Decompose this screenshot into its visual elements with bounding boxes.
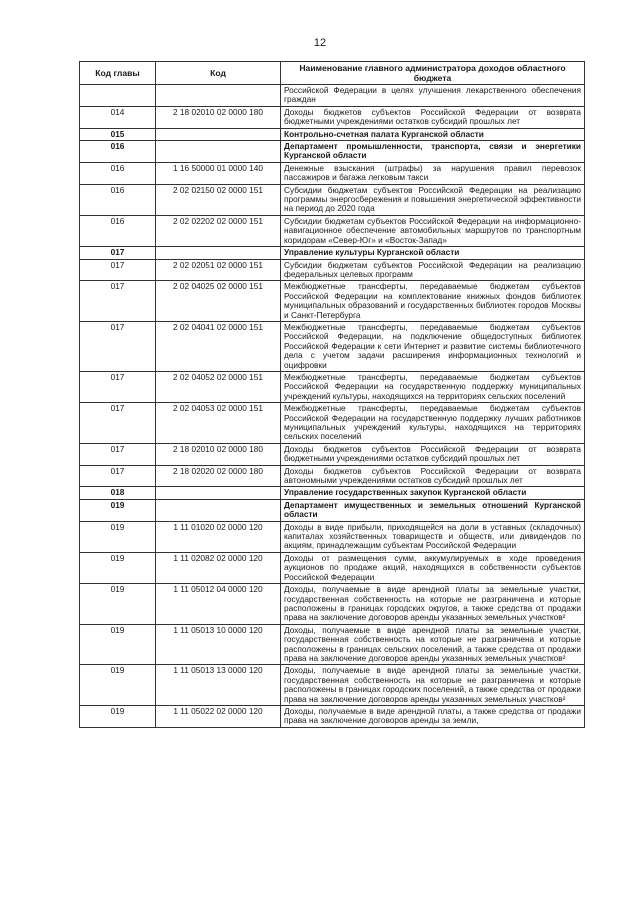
table-row (80, 443, 585, 465)
row-chapter-code: 016 (80, 141, 156, 163)
section-header-row (80, 141, 585, 163)
row-revenue-code: 2 02 02202 02 0000 151 (156, 215, 281, 246)
row-chapter-code: 016 (80, 162, 156, 184)
table-row (80, 184, 585, 215)
row-revenue-code: 1 11 05012 04 0000 120 (156, 584, 281, 625)
table-row (80, 624, 585, 665)
row-name: Межбюджетные трансферты, передаваемые бюджетам субъектов Российской Федерации на комплектование книжных фондов библиотек муниципальных образований и государственных библиотек городов Москвы и Санкт-Петербурга (281, 281, 585, 322)
row-revenue-code: 2 18 02010 02 0000 180 (156, 443, 281, 465)
row-chapter-code: 017 (80, 403, 156, 444)
table-row (80, 521, 585, 552)
row-chapter-code: 019 (80, 624, 156, 665)
row-revenue-code: 2 02 04052 02 0000 151 (156, 371, 281, 402)
row-name: Межбюджетные трансферты, передаваемые бюджетам субъектов Российской Федерации, на подключение общедоступных библиотек Российской Федерации к сети Интернет и развитие системы библиотечного дела с учетом задачи расширения информационных технологий и оцифровки (281, 321, 585, 371)
row-revenue-code (156, 128, 281, 140)
row-chapter-code (80, 85, 156, 107)
row-chapter-code: 019 (80, 705, 156, 727)
row-name: Департамент имущественных и земельных отношений Курганской области (281, 499, 585, 521)
row-chapter-code: 017 (80, 371, 156, 402)
row-revenue-code: 2 02 04041 02 0000 151 (156, 321, 281, 371)
table-row (80, 665, 585, 706)
row-name: Доходы бюджетов субъектов Российской Федерации от возврата бюджетными учреждениями остатков субсидий прошлых лет (281, 106, 585, 128)
column-header-name: Наименование главного администратора доходов областного бюджета (281, 62, 585, 85)
row-name: Субсидии бюджетам субъектов Российской Федерации на информационно-навигационное обеспечение автомобильных маршрутов по транспортным коридорам «Север-Юг» и «Восток-Запад» (281, 215, 585, 246)
row-chapter-code: 016 (80, 184, 156, 215)
row-chapter-code: 019 (80, 499, 156, 521)
row-revenue-code (156, 247, 281, 259)
row-name: Управление государственных закупок Курганской области (281, 487, 585, 499)
row-chapter-code: 017 (80, 443, 156, 465)
table-row (80, 321, 585, 371)
row-chapter-code: 017 (80, 259, 156, 281)
row-name: Денежные взыскания (штрафы) за нарушения правил перевозок пассажиров и багажа легковым такси (281, 162, 585, 184)
row-revenue-code: 2 18 02010 02 0000 180 (156, 106, 281, 128)
table-row (80, 106, 585, 128)
table-row (80, 281, 585, 322)
section-header-row (80, 487, 585, 499)
row-revenue-code: 1 11 01020 02 0000 120 (156, 521, 281, 552)
section-header-row (80, 128, 585, 140)
row-name: Доходы в виде прибыли, приходящейся на доли в уставных (складочных) капиталах хозяйственных товариществ и обществ, или дивидендов по акциям, принадлежащим субъектам Российской Федерации (281, 521, 585, 552)
row-revenue-code (156, 85, 281, 107)
row-name: Доходы от размещения сумм, аккумулируемых в ходе проведения аукционов по продаже акций, находящихся в собственности субъектов Российской Федерации (281, 552, 585, 583)
row-name: Доходы бюджетов субъектов Российской Федерации от возврата автономными учреждениями остатков субсидий прошлых лет (281, 465, 585, 487)
table-row (80, 259, 585, 281)
section-header-row (80, 247, 585, 259)
column-header-code: Код (156, 62, 281, 85)
table-row (80, 162, 585, 184)
row-name: Доходы, получаемые в виде арендной платы, а также средства от продажи права на заключение договоров аренды за земли, (281, 705, 585, 727)
row-chapter-code: 017 (80, 465, 156, 487)
row-name: Управление культуры Курганской области (281, 247, 585, 259)
row-chapter-code: 015 (80, 128, 156, 140)
revenue-administrators-table (79, 61, 585, 728)
row-revenue-code: 2 02 04025 02 0000 151 (156, 281, 281, 322)
row-revenue-code: 2 18 02020 02 0000 180 (156, 465, 281, 487)
row-revenue-code (156, 499, 281, 521)
table-row (80, 371, 585, 402)
row-revenue-code: 1 11 05022 02 0000 120 (156, 705, 281, 727)
row-chapter-code: 017 (80, 321, 156, 371)
row-revenue-code: 2 02 02150 02 0000 151 (156, 184, 281, 215)
row-chapter-code: 017 (80, 247, 156, 259)
row-chapter-code: 019 (80, 521, 156, 552)
row-name: Контрольно-счетная палата Курганской области (281, 128, 585, 140)
row-chapter-code: 017 (80, 281, 156, 322)
row-revenue-code: 2 02 02051 02 0000 151 (156, 259, 281, 281)
row-revenue-code (156, 141, 281, 163)
row-name: Доходы, получаемые в виде арендной платы за земельные участки, государственная собственность на которые не разграничена и которые расположены в границах городских поселений, а также средства от продажи права на заключение договоров аренды указанных земельных участков² (281, 665, 585, 706)
table-row (80, 403, 585, 444)
row-revenue-code: 1 16 50000 01 0000 140 (156, 162, 281, 184)
row-name: Доходы, получаемые в виде арендной платы за земельные участки, государственная собственность на которые не разграничена и которые расположены в границах городских округов, а также средства от продажи права на заключение договоров аренды указанных земельных участков² (281, 584, 585, 625)
table-row (80, 85, 585, 107)
row-chapter-code: 016 (80, 215, 156, 246)
row-revenue-code: 1 11 05013 10 0000 120 (156, 624, 281, 665)
table-body (80, 85, 585, 728)
row-chapter-code: 018 (80, 487, 156, 499)
column-header-chapter: Код главы (80, 62, 156, 85)
row-name: Межбюджетные трансферты, передаваемые бюджетам субъектов Российской Федерации на государственную поддержку муниципальных учреждений культуры, находящихся на территориях сельских поселений (281, 371, 585, 402)
section-header-row (80, 499, 585, 521)
table-header-row (80, 62, 585, 85)
page-number: 12 (313, 37, 327, 49)
table-row (80, 705, 585, 727)
table-row (80, 465, 585, 487)
row-name: Межбюджетные трансферты, передаваемые бюджетам субъектов Российской Федерации на государственную поддержку лучших работников муниципальных учреждений культуры, находящихся на территориях сельских поселений (281, 403, 585, 444)
table-row (80, 215, 585, 246)
row-chapter-code: 014 (80, 106, 156, 128)
row-name: Субсидии бюджетам субъектов Российской Федерации на реализацию программы энергосбережения и повышения энергетической эффективности на период до 2020 года (281, 184, 585, 215)
row-chapter-code: 019 (80, 552, 156, 583)
row-name: Российской Федерации в целях улучшения лекарственного обеспечения граждан (281, 85, 585, 107)
row-chapter-code: 019 (80, 665, 156, 706)
row-name: Субсидии бюджетам субъектов Российской Федерации на реализацию федеральных целевых программ (281, 259, 585, 281)
row-name: Доходы, получаемые в виде арендной платы за земельные участки, государственная собственность на которые не разграничена и которые расположены в границах сельских поселений, а также средства от продажи права на заключение договоров аренды указанных земельных участков² (281, 624, 585, 665)
row-revenue-code: 2 02 04053 02 0000 151 (156, 403, 281, 444)
row-name: Департамент промышленности, транспорта, связи и энергетики Курганской области (281, 141, 585, 163)
row-revenue-code: 1 11 02082 02 0000 120 (156, 552, 281, 583)
row-revenue-code (156, 487, 281, 499)
table-row (80, 552, 585, 583)
row-chapter-code: 019 (80, 584, 156, 625)
table-row (80, 584, 585, 625)
row-revenue-code: 1 11 05013 13 0000 120 (156, 665, 281, 706)
row-name: Доходы бюджетов субъектов Российской Федерации от возврата бюджетными учреждениями остатков субсидий прошлых лет (281, 443, 585, 465)
